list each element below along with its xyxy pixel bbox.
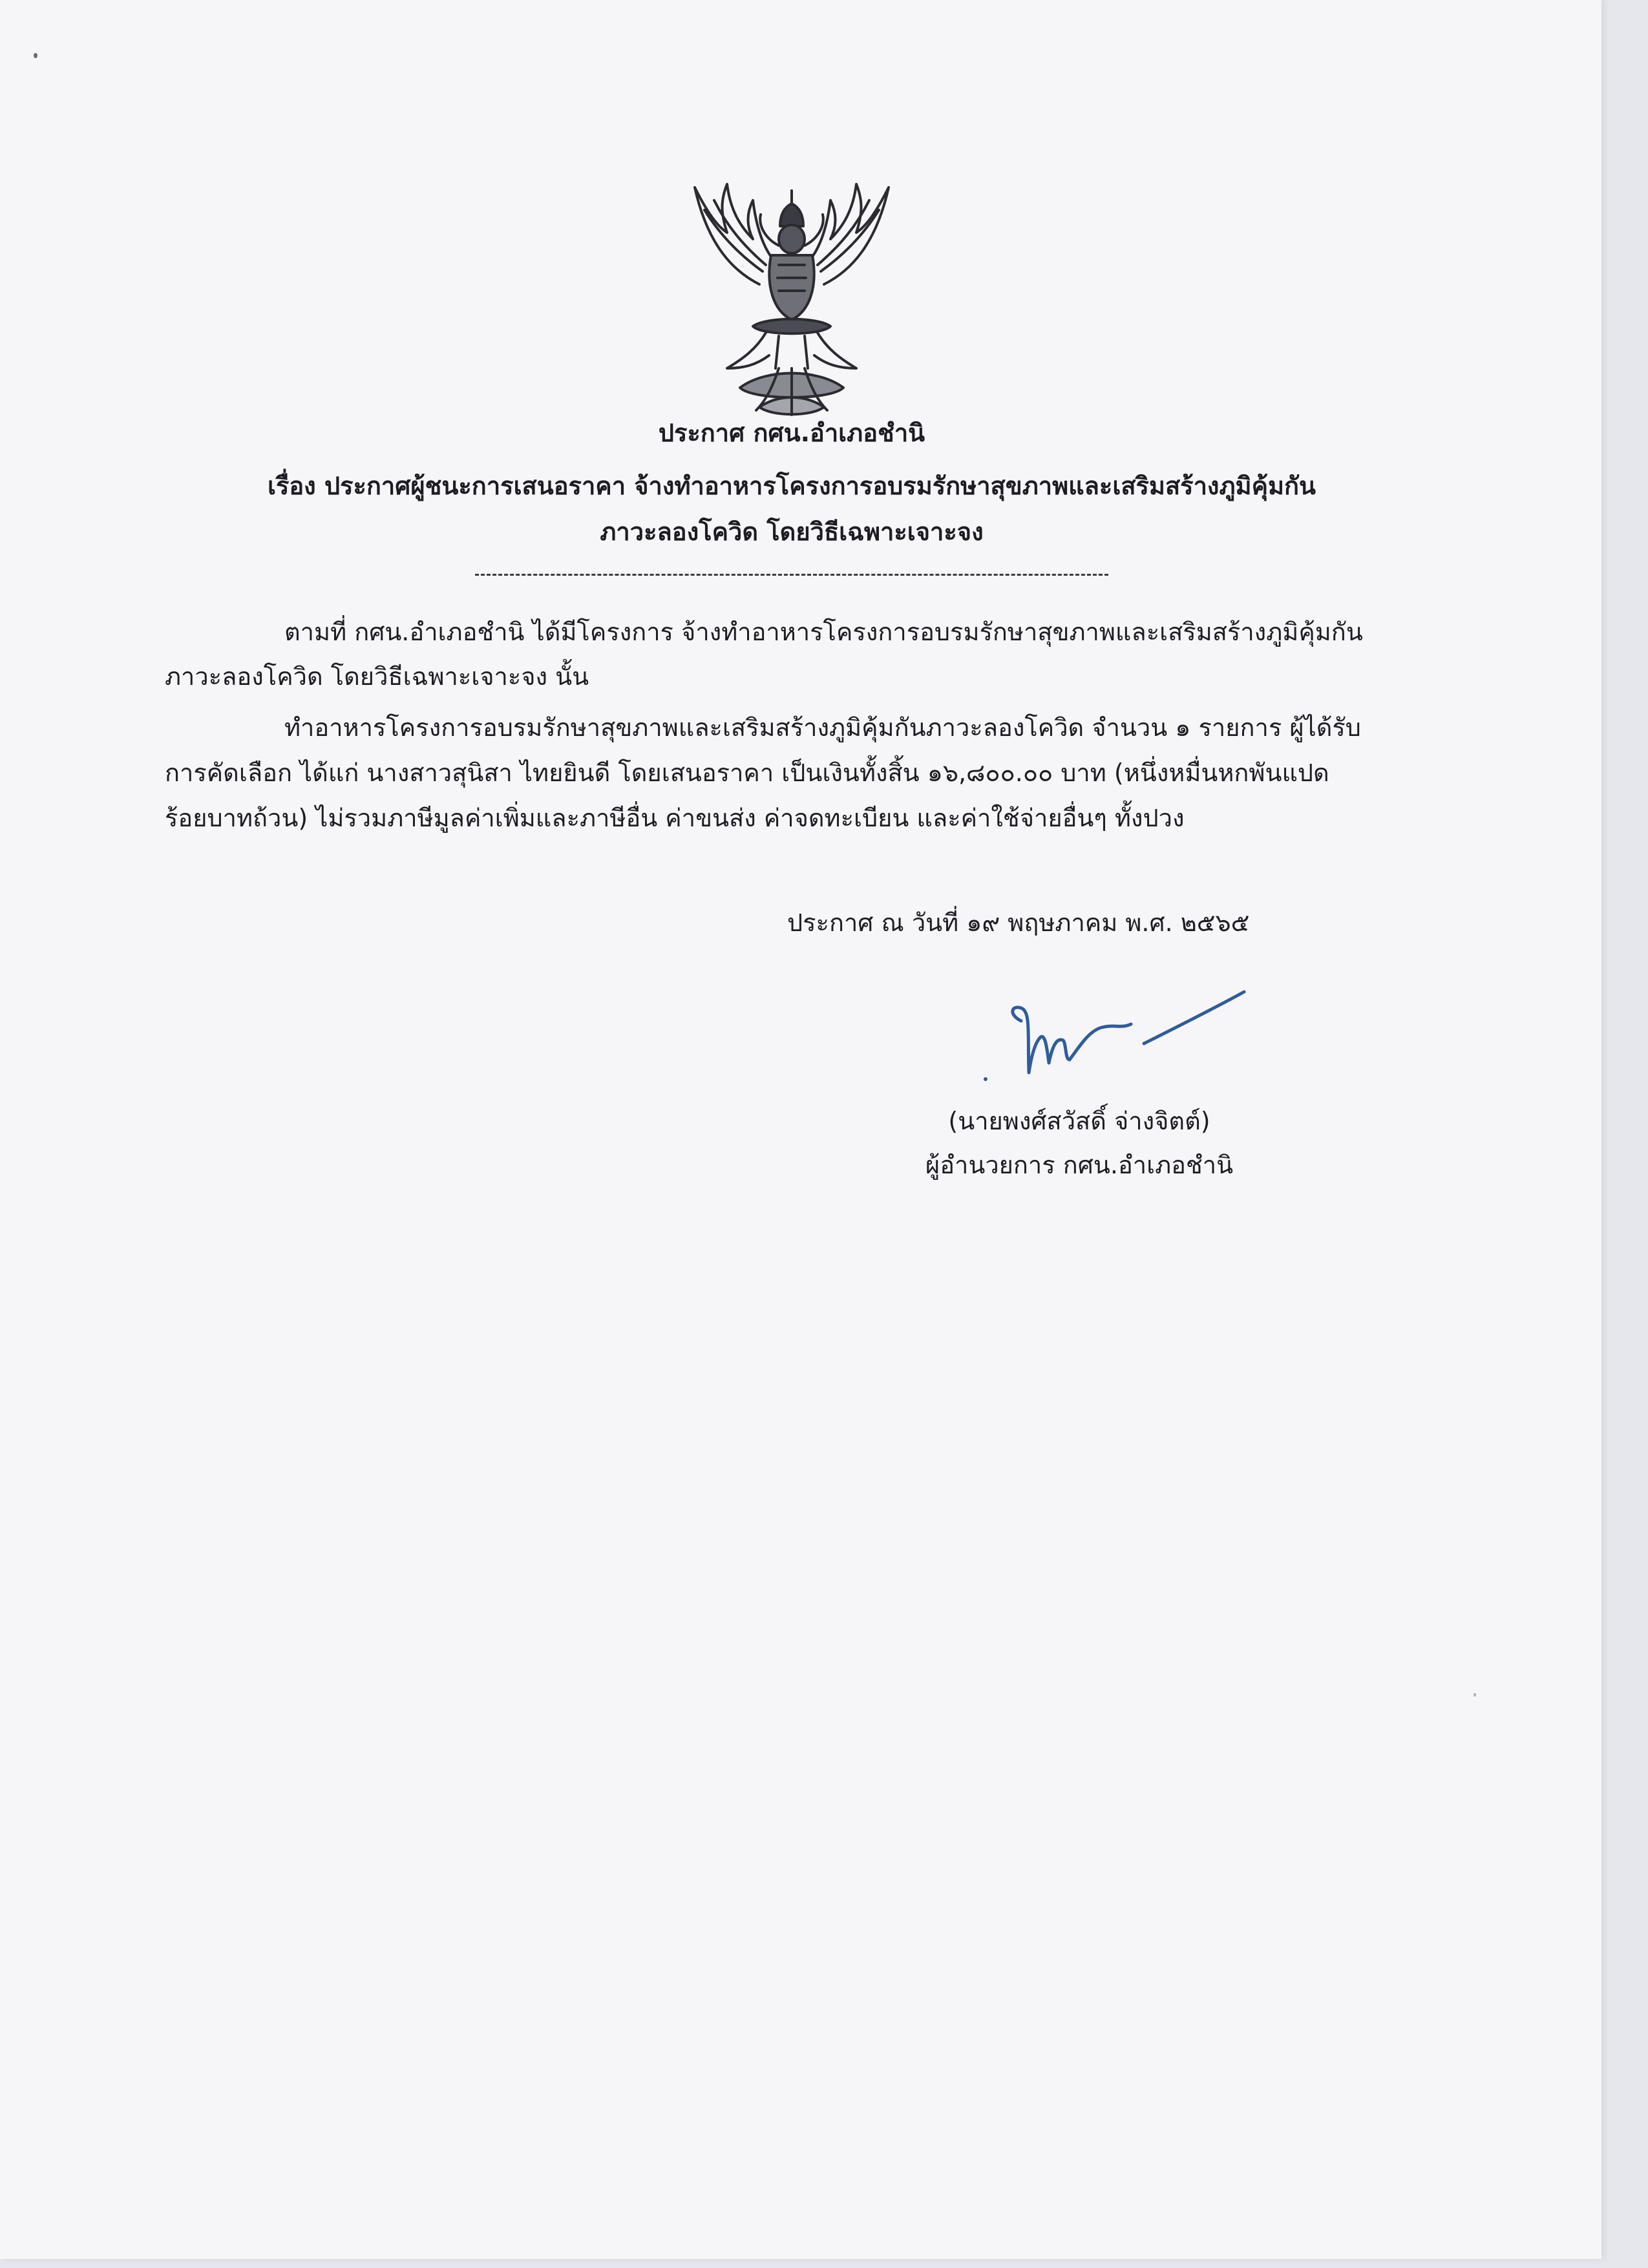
signatory-name: (นายพงศ์สวัสดิ์ จ่างจิตต์) (948, 1107, 1210, 1135)
paragraph-line: การคัดเลือก ได้แก่ นางสาวสุนิสา ไทยยินดี โดยเสนอราคา เป็นเงินทั้งสิ้น ๑๖,๘๐๐.๐๐ บาท (หนึ่งหมื่นหกพันแปด (165, 759, 1329, 787)
signature-mark (982, 989, 1254, 1092)
signatory-position: ผู้อำนวยการ กศน.อำเภอชำนิ (925, 1151, 1234, 1179)
scan-speck (1474, 1693, 1476, 1697)
divider-line (475, 574, 1108, 576)
paragraph-line: ทำอาหารโครงการอบรมรักษาสุขภาพและเสริมสร้างภูมิคุ้มกันภาวะลองโควิด จำนวน ๑ รายการ ผู้ได้รับ (284, 713, 1361, 742)
subject-line-continued: ภาวะลองโควิด โดยวิธีเฉพาะเจาะจง (600, 518, 984, 546)
paragraph-line: ตามที่ กศน.อำเภอชำนิ ได้มีโครงการ จ้างทำอาหารโครงการอบรมรักษาสุขภาพและเสริมสร้างภูมิคุ้มกัน (284, 618, 1363, 646)
scan-speck (34, 53, 37, 58)
subject-line: เรื่อง ประกาศผู้ชนะการเสนอราคา จ้างทำอาหารโครงการอบรมรักษาสุขภาพและเสริมสร้างภูมิคุ้มกัน (267, 472, 1316, 500)
garuda-emblem-icon (682, 174, 902, 420)
announcement-title: ประกาศ กศน.อำเภอชำนิ (658, 419, 925, 447)
paragraph-line: ภาวะลองโควิด โดยวิธีเฉพาะเจาะจง นั้น (165, 662, 589, 691)
paragraph-line: ร้อยบาทถ้วน) ไม่รวมภาษีมูลค่าเพิ่มและภาษีอื่น ค่าขนส่ง ค่าจดทะเบียน และค่าใช้จ่ายอื่นๆ ทั้งปวง (165, 804, 1185, 832)
announcement-date: ประกาศ ณ วันที่ ๑๙ พฤษภาคม พ.ศ. ๒๕๖๕ (787, 908, 1250, 937)
